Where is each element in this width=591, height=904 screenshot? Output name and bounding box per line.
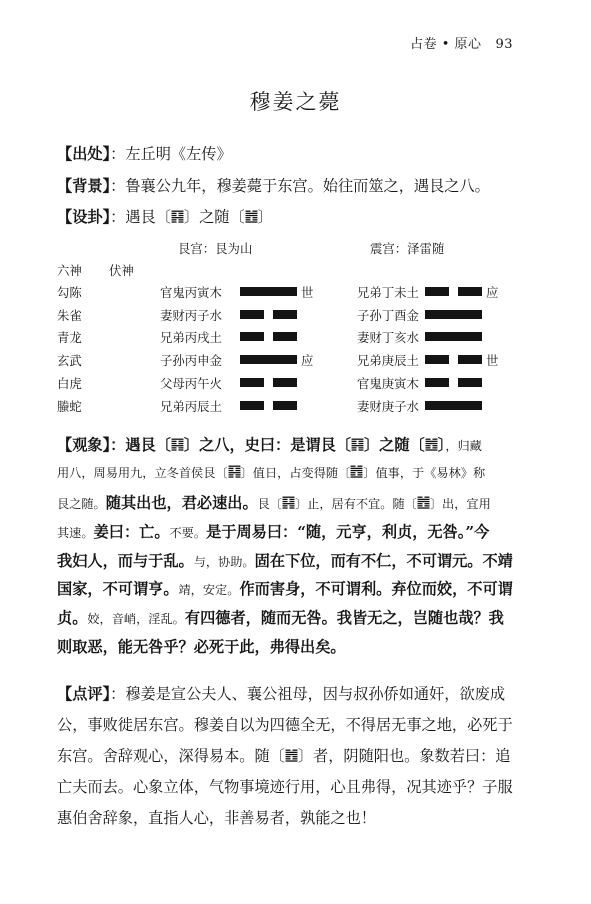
hexagram-glyph-line (292, 758, 297, 759)
line-segment (458, 355, 482, 364)
hexagram-glyph (351, 438, 364, 451)
hexagram-glyph-line (425, 441, 437, 442)
six-spirit-label: 青龙 (57, 330, 82, 345)
background-text: ：鲁襄公九年，穆姜薨于东宫。始往而筮之，遇艮之八。 (110, 177, 490, 195)
line-segment (240, 355, 297, 364)
hexagram-glyph-line (285, 754, 297, 755)
hexagram-glyph-line (289, 505, 294, 506)
hexagram-glyph-line (285, 750, 290, 751)
liushen-column-header: 六神 (57, 263, 82, 278)
right-palace-header: 震宫：泽雷随 (370, 241, 445, 256)
left-line-marker: 应 (301, 353, 314, 368)
obs-text: 则取恶，能无咎乎？必死于此，弗得出矣。 (57, 638, 346, 656)
line-segment (273, 332, 297, 341)
obs-text: 〕 (437, 436, 446, 454)
hexagram-glyph-line (178, 215, 183, 216)
hexagram-glyph-line (228, 476, 233, 477)
hexagram-glyph-line (178, 213, 183, 214)
running-head-text: 占卷 • 原心 (410, 37, 482, 52)
hexagram-glyph-line (432, 447, 437, 448)
hexagram-glyph-line (351, 466, 356, 467)
hexagram-glyph-line (289, 507, 294, 508)
obs-text: 〕之随〔 (363, 436, 425, 454)
six-spirit-label: 朱雀 (57, 308, 82, 323)
comment-text: 东宫。舍辞观心，深得易本。随〔 (57, 747, 285, 765)
left-line-marker: 世 (301, 285, 314, 300)
hexagram-glyph-line (358, 447, 363, 448)
sui-hexagram-icon (425, 438, 438, 451)
fushen-column-header: 伏神 (109, 263, 134, 278)
hexagram-glyph (425, 438, 438, 451)
left-line-label: 官鬼丙寅木 (160, 285, 222, 300)
hexagram-glyph (285, 749, 298, 762)
obs-text: 固在下位，而有不仁，不可谓元。不靖 (254, 552, 513, 570)
hexagram-glyph-line (283, 499, 288, 500)
hexagram-glyph-line (178, 443, 183, 444)
setup-line (57, 206, 273, 227)
hexagram-glyph-line (171, 443, 176, 444)
yang-line (425, 332, 482, 341)
hexagram-glyph-line (252, 211, 257, 212)
six-spirit-label: 勾陈 (57, 285, 82, 300)
hexagram-glyph-line (245, 211, 250, 212)
obs-text: 有四德者，随而无咎。我皆无之，岂随也哉？我 (184, 609, 504, 627)
hexagram-glyph-line (171, 211, 183, 212)
hexagram-glyph-line (228, 472, 240, 473)
yang-line (425, 401, 482, 410)
running-header (0, 33, 513, 52)
hexagram-glyph-line (417, 503, 422, 504)
observation-line-6 (57, 578, 513, 599)
line-segment (425, 310, 482, 319)
line-segment (240, 401, 264, 410)
comment-line-4 (57, 776, 513, 797)
comment-text: 〕者，阴随阳也。象数若曰：追 (297, 747, 511, 765)
yin-line (425, 378, 482, 387)
line-segment (458, 378, 482, 387)
sui-hexagram-icon (285, 749, 298, 762)
obs-text: 贞。 (57, 609, 88, 627)
hexagram-glyph-line (171, 213, 176, 214)
yin-line (425, 355, 482, 364)
hexagram-glyph-line (285, 752, 297, 753)
line-segment (425, 332, 482, 341)
comment-text: 公，事败徙居东宫。穆姜自以为四德全无，不得居无事之地，必死于 (57, 716, 513, 734)
setup-text-3: 〕 (257, 208, 273, 226)
hexagram-glyph-line (171, 447, 176, 448)
hexagram-glyph-line (432, 445, 437, 446)
hexagram-glyph (282, 496, 295, 509)
yin-line (240, 310, 297, 319)
hexagram-glyph-line (417, 505, 422, 506)
obs-note: 姣，音峭，淫乱。 (87, 612, 185, 626)
hexagram-glyph-line (425, 447, 430, 448)
six-spirit-label: 白虎 (57, 376, 82, 391)
observation-line-8 (57, 636, 346, 657)
hexagram-glyph-line (292, 756, 297, 757)
sui-hexagram-icon (350, 465, 363, 478)
obs-note: ，归藏 (445, 439, 482, 453)
hexagram-glyph-line (228, 466, 240, 467)
hexagram-glyph-line (235, 476, 240, 477)
hexagram-glyph-line (352, 443, 357, 444)
comment-line-3 (57, 745, 510, 766)
line-segment (425, 287, 449, 296)
hexagram-glyph-line (352, 447, 357, 448)
left-line-label: 兄弟丙戌土 (160, 330, 222, 345)
right-line-marker: 世 (486, 353, 499, 368)
obs-note: 与，协助。 (193, 555, 255, 569)
hexagram-glyph-line (352, 449, 357, 450)
line-segment (273, 378, 297, 387)
yin-line (425, 287, 482, 296)
line-segment (240, 378, 264, 387)
line-segment (240, 287, 297, 296)
hexagram-glyph-line (351, 470, 363, 471)
line-segment (458, 287, 482, 296)
hexagram-glyph-line (417, 499, 429, 500)
hexagram-glyph-line (245, 217, 250, 218)
hexagram-glyph-line (289, 499, 294, 500)
observation-line-2 (57, 464, 485, 481)
obs-text: 随其出也，君必速出。 (105, 494, 258, 512)
obs-text: 国家，不可谓亨。 (57, 580, 179, 598)
hexagram-glyph-line (351, 472, 356, 473)
hexagram-glyph-line (178, 219, 183, 220)
setup-label: 【设卦】 (57, 208, 111, 226)
hexagram-glyph-line (178, 221, 183, 222)
right-line-label: 兄弟丁未土 (357, 285, 419, 300)
right-line-label: 兄弟庚辰土 (357, 353, 419, 368)
source-label: 【出处】 (57, 145, 111, 163)
hexagram-glyph-line (235, 470, 240, 471)
comment-text: ：穆姜是宣公夫人、襄公祖母，因与叔孙侨如通奸，欲废成 (110, 685, 506, 703)
hexagram-glyph-line (178, 449, 183, 450)
observation-label: 【观象】 (57, 436, 111, 454)
comment-text: 亡夫而去。心象立体，气物事境迹行用，心且弗得，况其迹乎？子服 (57, 778, 513, 796)
hexagram-glyph-line (171, 441, 176, 442)
background-label: 【背景】 (57, 177, 111, 195)
hexagram-glyph-line (171, 439, 183, 440)
hexagram-glyph-line (358, 449, 363, 450)
line-segment (240, 310, 264, 319)
hexagram-glyph-line (285, 756, 290, 757)
obs-note: 靖，安定。 (178, 583, 240, 597)
line-segment (425, 355, 449, 364)
yin-line (240, 332, 297, 341)
hexagram-glyph-line (171, 221, 176, 222)
hexagram-glyph-line (171, 217, 183, 218)
gen-hexagram-icon (171, 438, 184, 451)
line-segment (425, 378, 449, 387)
obs-note: 其速。 (57, 526, 94, 540)
line-segment (425, 401, 482, 410)
left-line-label: 子孙丙申金 (160, 353, 222, 368)
hexagram-glyph-line (252, 217, 257, 218)
gen-hexagram-icon (282, 496, 295, 509)
left-line-label: 兄弟丙辰土 (160, 399, 222, 414)
hexagram-glyph-line (283, 497, 295, 498)
hexagram-glyph (417, 496, 430, 509)
hexagram-glyph-line (425, 445, 430, 446)
hexagram-glyph (350, 465, 363, 478)
yang-line (425, 310, 482, 319)
hexagram-glyph-line (351, 474, 356, 475)
hexagram-glyph-line (283, 503, 295, 504)
hexagram-glyph-line (417, 501, 429, 502)
sui-hexagram-icon (417, 496, 430, 509)
observation-line-7 (57, 607, 504, 628)
page-number: 93 (495, 37, 513, 52)
yin-line (240, 378, 297, 387)
observation-line-5 (57, 550, 513, 571)
obs-text: 姜曰：亡。 (93, 523, 170, 541)
source-text: ：左丘明《左传》 (110, 145, 232, 163)
obs-note: 〕值事，于《易林》称 (363, 466, 486, 480)
background-line (57, 175, 490, 196)
setup-text-1: ：遇艮〔 (110, 208, 171, 226)
hexagram-glyph-line (283, 505, 288, 506)
hexagram-glyph-line (417, 497, 422, 498)
hexagram-glyph-line (432, 439, 437, 440)
hexagram-glyph-line (245, 215, 257, 216)
hexagram-glyph-line (283, 507, 288, 508)
gen-hexagram-icon (228, 465, 241, 478)
obs-text: 是于周易曰：“随，元亨，利贞，无咎。”今 (206, 523, 490, 541)
hexagram-glyph-line (425, 449, 437, 450)
hexagram-glyph-line (228, 470, 233, 471)
hexagram-glyph-line (358, 441, 363, 442)
obs-note: 用八，周易用九，立冬首侯艮〔 (57, 466, 228, 480)
observation-line-4 (57, 521, 489, 542)
hexagram-glyph-line (235, 468, 240, 469)
hexagram-glyph-line (285, 760, 297, 761)
hexagram-glyph-line (245, 221, 257, 222)
comment-line-5 (57, 807, 376, 828)
hexagram-glyph-line (252, 219, 257, 220)
page-title: 穆姜之薨 (249, 90, 342, 114)
hexagram-glyph-line (171, 445, 183, 446)
gen-hexagram-icon (351, 438, 364, 451)
comment-line-2 (57, 714, 513, 735)
hexagram-glyph-line (178, 447, 183, 448)
hexagram-glyph-line (424, 505, 429, 506)
right-line-label: 子孙丁酉金 (357, 308, 419, 323)
hexagram-glyph (228, 465, 241, 478)
obs-note: 艮之随。 (57, 497, 106, 511)
hexagram-glyph-line (424, 503, 429, 504)
source-line (57, 143, 232, 164)
yang-line (240, 355, 297, 364)
obs-note: 不要。 (169, 526, 207, 540)
hexagram-glyph-line (351, 468, 363, 469)
comment-line-1 (57, 683, 505, 704)
hexagram-glyph (245, 210, 258, 223)
hexagram-glyph (171, 210, 184, 223)
hexagram-glyph-line (171, 219, 176, 220)
six-spirit-label: 螣蛇 (57, 399, 82, 414)
hexagram-glyph-line (425, 443, 437, 444)
obs-note: 〕出，宜用 (429, 497, 491, 511)
observation-line-1 (57, 434, 482, 455)
right-line-label: 妻财丁亥水 (357, 330, 419, 345)
hexagram-glyph-line (352, 439, 364, 440)
hexagram-glyph-line (171, 215, 176, 216)
hexagram-glyph-line (228, 474, 233, 475)
obs-text: 我妇人，而与于乱。 (57, 552, 194, 570)
obs-note: 艮〔 (257, 497, 282, 511)
sui-hexagram-icon (245, 210, 258, 223)
obs-text: 作而害身，不可谓利。弃位而姣，不可谓 (239, 580, 513, 598)
left-palace-header: 艮宫：艮为山 (178, 241, 253, 256)
obs-note: 〕值日，占变得随〔 (240, 466, 351, 480)
right-line-marker: 应 (486, 285, 499, 300)
hexagram-glyph-line (351, 476, 363, 477)
comment-label: 【点评】 (57, 685, 111, 703)
hexagram-glyph-line (178, 441, 183, 442)
yang-line (240, 287, 297, 296)
hexagram-glyph-line (285, 758, 290, 759)
obs-text: ：遇艮〔 (110, 436, 171, 454)
hexagram-glyph-line (245, 219, 250, 220)
six-spirit-label: 玄武 (57, 353, 82, 368)
hexagram-glyph-line (171, 449, 176, 450)
hexagram-glyph-line (245, 213, 257, 214)
setup-text-2: 〕之随〔 (183, 208, 245, 226)
observation-line-3 (57, 492, 491, 513)
obs-text: 〕之八，史曰：是谓艮〔 (183, 436, 351, 454)
line-segment (273, 310, 297, 319)
hexagram-glyph-line (289, 501, 294, 502)
hexagram-glyph-line (352, 441, 357, 442)
hexagram-glyph-line (424, 497, 429, 498)
hexagram-glyph (171, 438, 184, 451)
hexagram-glyph-line (228, 468, 233, 469)
hexagram-glyph-line (283, 501, 288, 502)
comment-text: 惠伯舍辞象，直指人心，非善易者，孰能之也！ (57, 809, 376, 827)
hexagram-glyph-line (417, 507, 429, 508)
yin-line (240, 401, 297, 410)
left-line-label: 妻财丙子水 (160, 308, 222, 323)
right-line-label: 妻财庚子水 (357, 399, 419, 414)
line-segment (273, 401, 297, 410)
hexagram-glyph-line (358, 443, 363, 444)
left-line-label: 父母丙午火 (160, 376, 222, 391)
hexagram-glyph-line (352, 445, 364, 446)
obs-note: 〕止，居有不宜。随〔 (295, 497, 417, 511)
line-segment (240, 332, 264, 341)
hexagram-glyph-line (425, 439, 430, 440)
hexagram-glyph-line (292, 750, 297, 751)
right-line-label: 官鬼庚寅木 (357, 376, 419, 391)
gen-hexagram-icon (171, 210, 184, 223)
hexagram-glyph-line (235, 474, 240, 475)
